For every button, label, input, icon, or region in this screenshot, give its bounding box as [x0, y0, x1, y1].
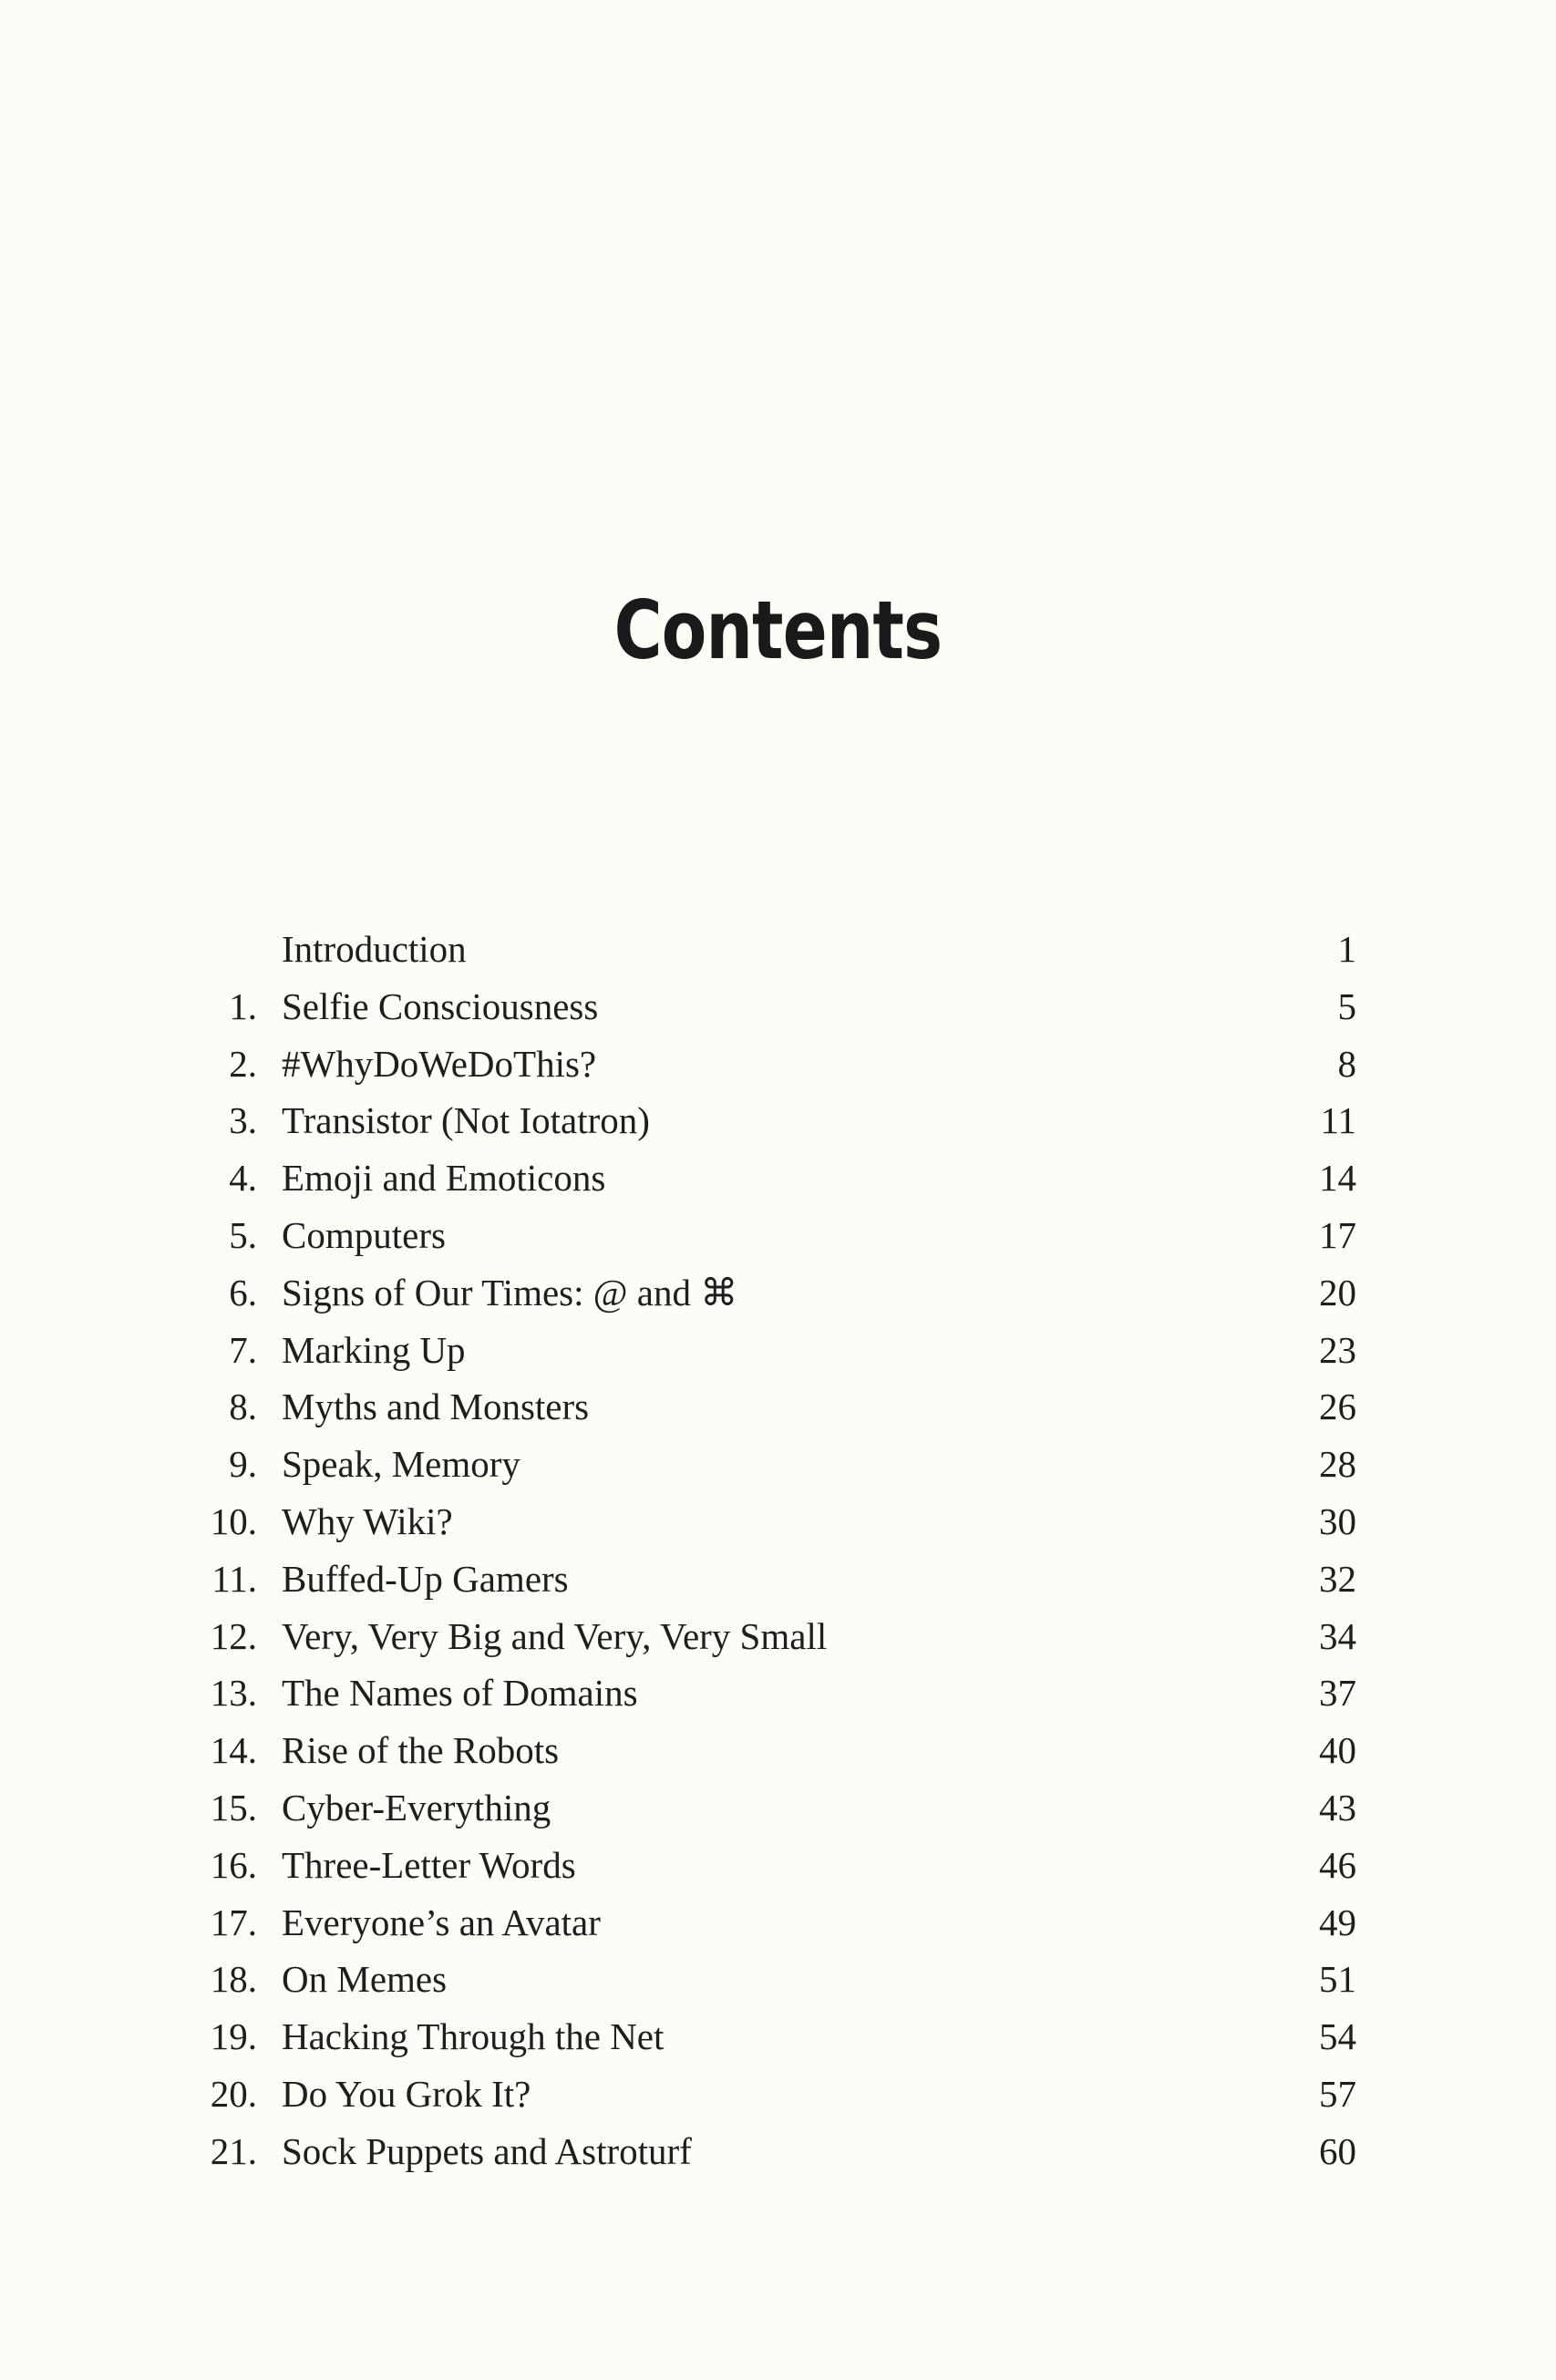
toc-entry: [0, 1436, 1556, 1493]
chapter-title: Hacking Through the Net: [282, 2015, 665, 2058]
chapter-number: 15.: [210, 1786, 257, 1829]
chapter-title: Everyone’s an Avatar: [282, 1901, 601, 1943]
chapter-title: Why Wiki?: [282, 1499, 453, 1542]
chapter-title: Emoji and Emoticons: [282, 1157, 606, 1200]
chapter-title: #WhyDoWeDoThis?: [282, 1042, 597, 1085]
page-number: 37: [1319, 1672, 1356, 1715]
chapter-number: 5.: [229, 1213, 257, 1256]
chapter-title: Speak, Memory: [282, 1443, 520, 1486]
chapter-title: Sock Puppets and Astroturf: [282, 2129, 692, 2172]
chapter-title: Buffed-Up Gamers: [282, 1557, 569, 1600]
page-number: 32: [1319, 1557, 1356, 1600]
chapter-number: 21.: [210, 2129, 257, 2172]
chapter-number: 6.: [229, 1271, 257, 1314]
toc-entry: [0, 978, 1556, 1035]
toc-entry: [0, 1894, 1556, 1952]
toc-entry: [0, 1322, 1556, 1379]
toc-entry: [0, 1092, 1556, 1149]
chapter-number: 18.: [210, 1958, 257, 2001]
chapter-title: On Memes: [282, 1958, 448, 2001]
toc-entry: [0, 1207, 1556, 1264]
chapter-number: 11.: [211, 1557, 257, 1600]
page-number: 26: [1319, 1386, 1356, 1428]
toc-entry: [0, 1493, 1556, 1551]
chapter-number: 10.: [210, 1499, 257, 1542]
page-number: 14: [1319, 1157, 1356, 1200]
page-number: 54: [1319, 2015, 1356, 2058]
chapter-title: Rise of the Robots: [282, 1729, 560, 1772]
chapter-number: 7.: [229, 1328, 257, 1371]
chapter-title: Transistor (Not Iotatron): [282, 1099, 650, 1142]
toc-entry: [0, 921, 1556, 978]
chapter-title: Computers: [282, 1213, 446, 1256]
chapter-number: 16.: [210, 1843, 257, 1886]
chapter-number: 1.: [229, 984, 257, 1027]
chapter-title: Selfie Consciousness: [282, 984, 599, 1027]
page-number: 57: [1319, 2072, 1356, 2115]
toc-entry: [0, 2008, 1556, 2066]
chapter-number: 3.: [229, 1099, 257, 1142]
toc-entry: [0, 1664, 1556, 1722]
table-of-contents: [0, 921, 1556, 2180]
page-number: 8: [1337, 1042, 1356, 1085]
chapter-number: 2.: [229, 1042, 257, 1085]
page-number: 46: [1319, 1843, 1356, 1886]
chapter-title: Very, Very Big and Very, Very Small: [282, 1614, 828, 1657]
page-number: 1: [1337, 928, 1356, 970]
page-title: Contents: [613, 583, 943, 677]
chapter-title: Introduction: [282, 928, 467, 970]
chapter-number: 13.: [210, 1672, 257, 1715]
chapter-title: Cyber-Everything: [282, 1786, 551, 1829]
chapter-title: Do You Grok It?: [282, 2072, 531, 2115]
page-number: 51: [1319, 1958, 1356, 2001]
chapter-title: Three-Letter Words: [282, 1843, 576, 1886]
toc-entry: [0, 1551, 1556, 1608]
chapter-number: 19.: [210, 2015, 257, 2058]
page-number: 28: [1319, 1443, 1356, 1486]
toc-entry: [0, 2066, 1556, 2123]
page-number: 20: [1319, 1271, 1356, 1314]
toc-entry: [0, 1264, 1556, 1322]
page-number: 30: [1319, 1499, 1356, 1542]
chapter-title: Signs of Our Times: @ and ⌘: [282, 1271, 738, 1314]
toc-entry: [0, 1837, 1556, 1894]
chapter-number: 9.: [229, 1443, 257, 1486]
chapter-number: 12.: [210, 1614, 257, 1657]
toc-entry: [0, 1722, 1556, 1779]
page-number: 17: [1319, 1213, 1356, 1256]
chapter-title: Marking Up: [282, 1328, 466, 1371]
chapter-title: The Names of Domains: [282, 1672, 638, 1715]
page-number: 49: [1319, 1901, 1356, 1943]
page-number: 43: [1319, 1786, 1356, 1829]
toc-entry: [0, 1951, 1556, 2008]
toc-entry: [0, 1608, 1556, 1665]
toc-entry: [0, 1035, 1556, 1093]
chapter-number: 4.: [229, 1157, 257, 1200]
chapter-number: 8.: [229, 1386, 257, 1428]
toc-entry: [0, 1378, 1556, 1436]
chapter-number: 14.: [210, 1729, 257, 1772]
page-number: 23: [1319, 1328, 1356, 1371]
toc-entry: [0, 1149, 1556, 1207]
page-number: 40: [1319, 1729, 1356, 1772]
chapter-title: Myths and Monsters: [282, 1386, 590, 1428]
toc-entry: [0, 1779, 1556, 1837]
toc-entry: [0, 2123, 1556, 2180]
page-number: 60: [1319, 2129, 1356, 2172]
chapter-number: 17.: [210, 1901, 257, 1943]
page-number: 11: [1320, 1099, 1356, 1142]
chapter-number: 20.: [210, 2072, 257, 2115]
page-number: 34: [1319, 1614, 1356, 1657]
page-number: 5: [1337, 984, 1356, 1027]
